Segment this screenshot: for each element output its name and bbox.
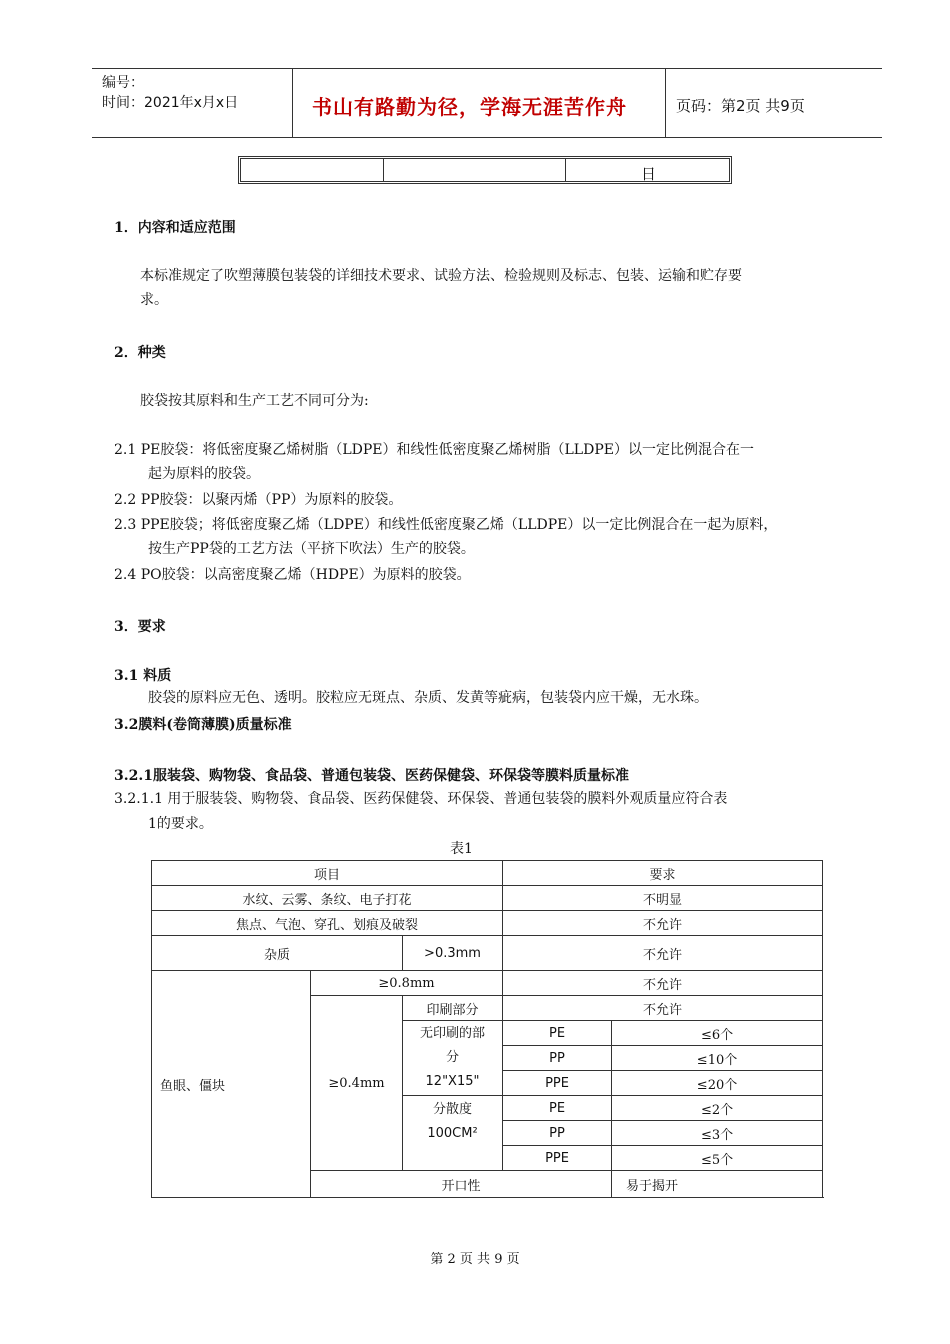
- table-row: [152, 971, 823, 996]
- table-header-row: [152, 861, 823, 886]
- no-print-line: 无印刷的部: [420, 1026, 486, 1041]
- dispersion: [403, 1096, 503, 1171]
- header-motto: 书山有路勤为径，学海无涯苦作舟: [312, 95, 627, 119]
- signoff-cell: [383, 159, 566, 181]
- item-2-2: 2.2 PP胶袋：以聚丙烯（PP）为原料的胶袋。: [114, 492, 403, 508]
- header-meta: [102, 73, 238, 113]
- material-ppe: PPE: [503, 1146, 612, 1171]
- item-2-3-cont: 按生产PP袋的工艺方法（平挤下吹法）生产的胶袋。: [148, 541, 475, 557]
- material-pp: PP: [503, 1046, 612, 1071]
- time-label: 时间：2021年x月x日: [102, 95, 239, 111]
- header-item: 项目: [152, 861, 503, 886]
- dispersion-area: 100CM²: [427, 1126, 478, 1141]
- item-2-1: 2.1 PE胶袋：将低密度聚乙烯树脂（LDPE）和线性低密度聚乙烯树脂（LLDPE）以一定比例混合在一: [114, 442, 754, 458]
- signoff-day: 日: [641, 165, 657, 183]
- open-item: 开口性: [311, 1171, 612, 1198]
- material-pe: PE: [503, 1021, 612, 1046]
- section-1-title: 1．内容和适应范围: [114, 220, 236, 236]
- material-pe: PE: [503, 1096, 612, 1121]
- item-2-4: 2.4 PO胶袋：以高密度聚乙烯（HDPE）为原料的胶袋。: [114, 567, 471, 583]
- table-row: [152, 911, 823, 936]
- section-1-text-cont: 求。: [140, 292, 168, 308]
- quality-table: [151, 860, 823, 1198]
- header-requirement: 要求: [503, 861, 823, 886]
- material-ppe: PPE: [503, 1071, 612, 1096]
- signoff-cell: [241, 159, 384, 181]
- limit-value: ≤5个: [612, 1146, 823, 1171]
- limit-value: ≤3个: [612, 1121, 823, 1146]
- print-part: 印刷部分: [403, 996, 503, 1021]
- row-item: 杂质: [152, 936, 403, 971]
- row-item: 水纹、云雾、条纹、电子打花: [152, 886, 503, 911]
- open-requirement: 易于揭开: [612, 1171, 823, 1198]
- fish-eye-label: 鱼眼、僵块: [152, 971, 311, 1198]
- item-3-2-1-1: 3.2.1.1 用于服装袋、购物袋、食品袋、医药保健袋、环保袋、普通包装袋的膜料外观质量应符合表: [114, 791, 728, 807]
- section-3-2-title: 3.2膜料(卷筒薄膜)质量标准: [114, 717, 292, 733]
- row-requirement: 不允许: [503, 911, 823, 936]
- section-1-text: 本标准规定了吹塑薄膜包装袋的详细技术要求、试验方法、检验规则及标志、包装、运输和贮存要: [140, 268, 742, 284]
- page-footer: 第 2 页 共 9 页: [430, 1252, 520, 1267]
- signoff-table: [238, 156, 732, 184]
- table-row: [152, 886, 823, 911]
- row-size: >0.3mm: [403, 936, 503, 971]
- limit-value: ≤2个: [612, 1096, 823, 1121]
- code-label: 编号：: [102, 75, 144, 91]
- limit-value: ≤10个: [612, 1046, 823, 1071]
- print-part-req: 不允许: [503, 996, 823, 1021]
- section-3-1-title: 3.1 料质: [114, 668, 172, 684]
- section-2-intro: 胶袋按其原料和生产工艺不同可分为:: [140, 393, 369, 409]
- item-3-2-1-1-cont: 1的要求。: [148, 816, 213, 832]
- material-pp: PP: [503, 1121, 612, 1146]
- table-caption: 表1: [450, 841, 473, 857]
- dispersion-label: 分散度: [433, 1102, 473, 1117]
- header-divider: [665, 69, 666, 137]
- header-divider: [292, 69, 293, 137]
- fish-size-08: ≥0.8mm: [311, 971, 503, 996]
- limit-value: ≤20个: [612, 1071, 823, 1096]
- row-item: 焦点、气泡、穿孔、划痕及破裂: [152, 911, 503, 936]
- section-2-title: 2．种类: [114, 345, 166, 361]
- item-2-3: 2.3 PPE胶袋；将低密度聚乙烯（LDPE）和线性低密度聚乙烯（LLDPE）以一定比例混合在一起为原料，: [114, 517, 778, 533]
- fish-size-04: ≥0.4mm: [311, 996, 403, 1171]
- no-print-part: [403, 1021, 503, 1096]
- page-header: [92, 68, 882, 138]
- page-info: 页码：第2页 共9页: [676, 97, 805, 115]
- section-3-title: 3．要求: [114, 619, 166, 635]
- row-requirement: 不允许: [503, 936, 823, 971]
- no-print-size: 12"X15": [425, 1074, 480, 1089]
- section-3-2-1-title: 3.2.1服装袋、购物袋、食品袋、普通包装袋、医药保健袋、环保袋等膜料质量标准: [114, 768, 629, 784]
- table-row: [152, 936, 823, 971]
- fish-size-08-req: 不允许: [503, 971, 823, 996]
- row-requirement: 不明显: [503, 886, 823, 911]
- section-3-1-text: 胶袋的原料应无色、透明。胶粒应无斑点、杂质、发黄等疵病，包装袋内应干燥，无水珠。: [148, 690, 708, 706]
- no-print-line: 分: [446, 1050, 460, 1065]
- limit-value: ≤6个: [612, 1021, 823, 1046]
- item-2-1-cont: 起为原料的胶袋。: [148, 466, 260, 482]
